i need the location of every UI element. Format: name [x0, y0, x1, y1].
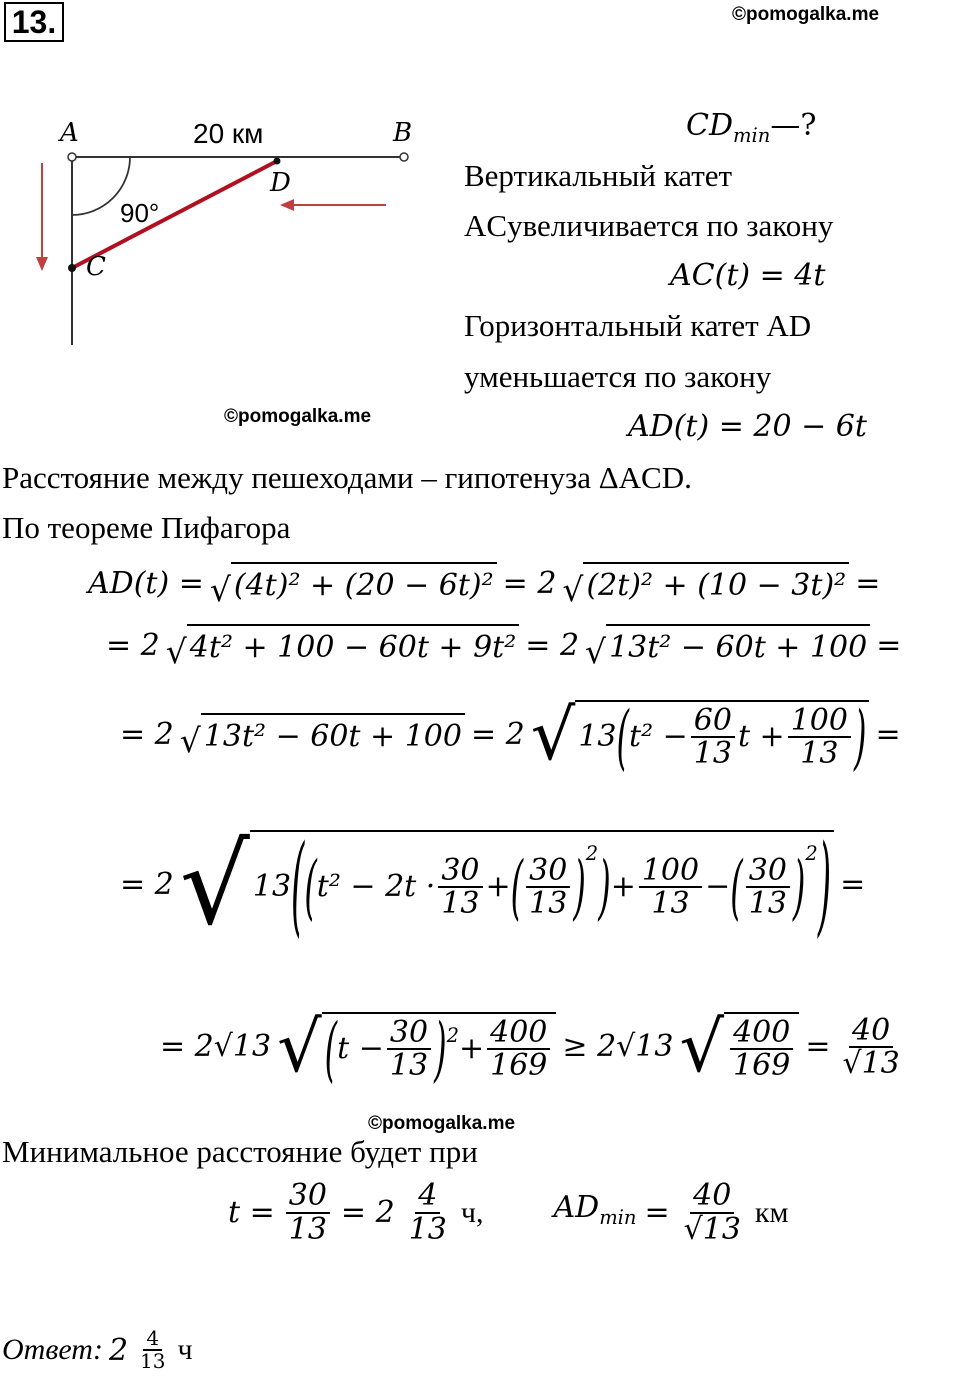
eq3-in: 13: [578, 719, 617, 754]
eq1-left: AD(t) =: [88, 566, 204, 601]
eq5-frac4: $\frac{40}{√13}$: [842, 1012, 900, 1081]
equation-2: = 2 √ 4t² + 100 − 60t + 9t² = 2 √ 13t² − 60t + 100 =: [106, 624, 901, 668]
minimum-text: Минимальное расстояние будет при: [2, 1134, 478, 1169]
eq2-root2-body: 13t² − 60t + 100: [606, 624, 870, 668]
eq5-t: t −: [337, 1031, 384, 1066]
watermark-middle: ©pomogalka.me: [224, 406, 372, 427]
eq5-frac1: $\frac{30}{13}$: [387, 1017, 431, 1082]
eq4-a: = 2: [120, 867, 174, 902]
given-formula1: AC(t) = 4t: [670, 258, 826, 293]
eq5-root1: √ ( t − $\frac{30}{13}$ ) $^2$ + $\frac{400}{169}$: [277, 1012, 556, 1082]
label-c: C: [86, 252, 106, 282]
eq3-root1: √ 13t² − 60t + 100: [180, 713, 465, 757]
eq1-mid: = 2: [502, 566, 557, 601]
label-a: A: [60, 118, 79, 148]
res-frac3: $\frac{40}{√13}$: [683, 1178, 741, 1247]
pythagoras-text: По теореме Пифагора: [2, 510, 291, 545]
eq4-in: 13: [252, 869, 292, 904]
equation-1: AD(t) = √ (4t)² + (20 − 6t)² = 2 √ (2t)² + (10 − 3t)² =: [88, 562, 880, 606]
answer-unit: ч: [177, 1333, 193, 1366]
arrow-down-head: [36, 257, 48, 271]
eq1-root1: √ (4t)² + (20 − 6t)²: [210, 562, 497, 606]
equation-5: = 2√13 √ ( t − $\frac{30}{13}$ ) $^2$ + $\frac{400}{169}$ ≥ 2√13 √ $\frac{400}{169}$ = $\frac{40}{√13}$: [160, 1012, 906, 1082]
eq3-root2: √ 13 ( t² − $\frac{60}{13}$ t + $\frac{100}{13}$ ): [531, 700, 870, 770]
eq2-a: = 2: [106, 628, 160, 663]
distance-label: 20 км: [193, 118, 264, 149]
eq5-ge: ≥ 2√13: [562, 1029, 674, 1064]
res-t: t =: [228, 1194, 275, 1230]
eq3-frac2: $\frac{100}{13}$: [788, 705, 851, 770]
eq3-a: = 2: [120, 717, 174, 752]
eq5-frac3: $\frac{400}{169}$: [730, 1017, 793, 1082]
eq3-frac1: $\frac{60}{13}$: [691, 705, 735, 770]
given-line4: уменьшается по закону: [464, 359, 772, 394]
eq5-frac2: $\frac{400}{169}$: [487, 1017, 550, 1082]
eq3-root1-body: 13t² − 60t + 100: [201, 713, 465, 757]
watermark-bottom: ©pomogalka.me: [368, 1113, 516, 1134]
eq4-frac4: $\frac{30}{13}$: [746, 855, 790, 920]
point-d: [274, 158, 281, 165]
eq4-frac3: $\frac{100}{13}$: [639, 855, 702, 920]
label-d: D: [270, 168, 291, 198]
point-b: [400, 153, 408, 161]
given-formula2: AD(t) = 20 − 6t: [628, 409, 867, 444]
res-ad-sub: min: [599, 1205, 637, 1229]
eq1-root2: √ (2t)² + (10 − 3t)²: [562, 562, 849, 606]
geometry-diagram: [30, 115, 430, 350]
eq4-frac1: $\frac{30}{13}$: [438, 855, 482, 920]
given-line2: ACувеличивается по закону: [464, 208, 834, 243]
label-b: B: [393, 118, 413, 148]
angle-label: 90°: [120, 198, 160, 228]
res-unit-km: км: [754, 1195, 789, 1229]
eq5-a: = 2√13: [160, 1029, 272, 1064]
eq2-root1-body: 4t² + 100 − 60t + 9t²: [187, 624, 519, 668]
answer-label: Ответ:: [2, 1333, 103, 1366]
eq2-root1: √ 4t² + 100 − 60t + 9t²: [166, 624, 520, 668]
eq2-root2: √ 13t² − 60t + 100: [585, 624, 870, 668]
equation-4: = 2 √ 13 ( ( t² − 2t · $\frac{30}{13}$ + ( $\frac{30}{13}$ ) $^2$ ) + $\frac{100}{13}$ − ( $\frac{30}{13}$ ) $^2$ ) =: [120, 821, 866, 951]
question-cdmin: $CD_{min}—$?: [686, 108, 817, 147]
eq5-root2: √ $\frac{400}{169}$: [679, 1012, 799, 1082]
res-whole: = 2: [340, 1194, 395, 1230]
arrow-left-head: [280, 199, 294, 211]
answer-line: [2, 1328, 193, 1372]
eq4-root: √ 13 ( ( t² − 2t · $\frac{30}{13}$ + ( $\frac{30}{13}$ ) $^2$ ) + $\frac{100}{13}$ − ( $\frac{30}{13}$ ) $^2$ ): [180, 830, 834, 940]
eq1-root2-body: (2t)² + (10 − 3t)²: [583, 562, 849, 606]
watermark-top: ©pomogalka.me: [732, 4, 880, 25]
answer-frac: $\frac{4}{13}$: [140, 1326, 166, 1373]
res-frac1: $\frac{30}{13}$: [286, 1180, 330, 1245]
res-unit-h: ч,: [460, 1195, 484, 1229]
equation-3: = 2 √ 13t² − 60t + 100 = 2 √ 13 ( t² − $\frac{60}{13}$ t + $\frac{100}{13}$ ) =: [120, 694, 901, 779]
eq3-b: = 2: [470, 717, 525, 752]
res-ad: AD: [553, 1189, 600, 1225]
res-frac2: $\frac{4}{13}$: [408, 1178, 447, 1247]
point-c: [68, 264, 76, 272]
given-line1: Вертикальный катет: [464, 158, 733, 193]
eq3-t: t² −: [629, 719, 688, 754]
eq3-tt: t +: [737, 719, 785, 754]
eq1-root1-body: (4t)² + (20 − 6t)²: [231, 562, 497, 606]
eq2-b: = 2: [525, 628, 580, 663]
distance-text: Расстояние между пешеходами – гипотенуза ΔACD.: [2, 460, 692, 495]
point-a: [68, 153, 76, 161]
answer-whole: 2: [108, 1332, 129, 1368]
problem-number: 13.: [4, 2, 64, 42]
result-line: t = $\frac{30}{13}$ = 2 $\frac{4}{13}$ ч, $AD_{min}$ = $\frac{40}{√13}$ км: [228, 1178, 789, 1247]
eq4-t: t² − 2t ·: [316, 869, 436, 904]
given-line3: Горизонтальный катет AD: [464, 308, 812, 343]
eq4-frac2: $\frac{30}{13}$: [526, 855, 570, 920]
